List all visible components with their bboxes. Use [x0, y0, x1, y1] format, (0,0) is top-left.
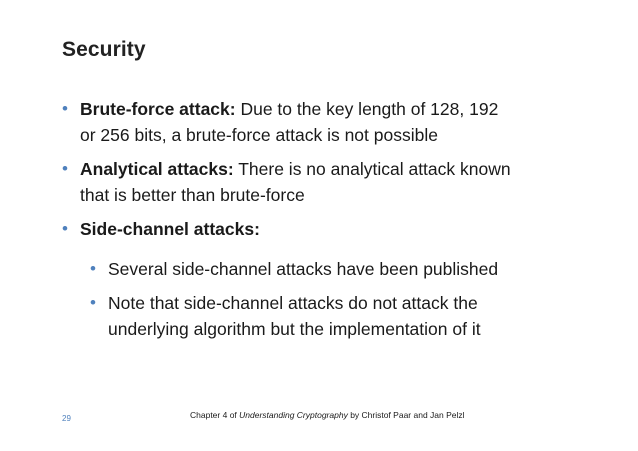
bullet-dot-icon: • [62, 99, 68, 118]
sub-bullet-item [90, 290, 602, 342]
footer-suffix: by Christof Paar and Jan Pelzl [347, 410, 465, 420]
bullet-text: There is no analytical attack known [233, 159, 511, 179]
footer-citation [190, 410, 465, 420]
bullet-text: Due to the key length of 128, 192 [235, 99, 499, 119]
bullet-text-continued: or 256 bits, a brute-force attack is not possible [80, 125, 438, 145]
bullet-list [62, 96, 602, 350]
sub-bullet-text: Note that side-channel attacks do not attack the [108, 293, 478, 313]
sub-bullet-dot-icon: • [90, 293, 96, 312]
bullet-item-analytical [62, 156, 602, 208]
bullet-lead: Analytical attacks: [80, 159, 234, 179]
bullet-dot-icon: • [62, 159, 68, 178]
bullet-lead: Side-channel attacks: [80, 219, 260, 239]
sub-bullet-item [90, 256, 602, 282]
footer-prefix: Chapter 4 of [190, 410, 240, 420]
bullet-item-brute-force [62, 96, 602, 148]
sub-bullet-text-continued: underlying algorithm but the implementation of it [108, 319, 481, 339]
page-number: 29 [62, 414, 71, 423]
footer-book-title: Understanding Cryptography [239, 410, 348, 420]
bullet-text-continued: that is better than brute-force [80, 185, 305, 205]
bullet-dot-icon: • [62, 219, 68, 238]
bullet-lead: Brute-force attack: [80, 99, 236, 119]
bullet-item-side-channel [62, 216, 602, 242]
sub-bullet-dot-icon: • [90, 259, 96, 278]
sub-bullet-text: Several side-channel attacks have been published [108, 259, 499, 279]
slide-title: Security [62, 38, 146, 61]
